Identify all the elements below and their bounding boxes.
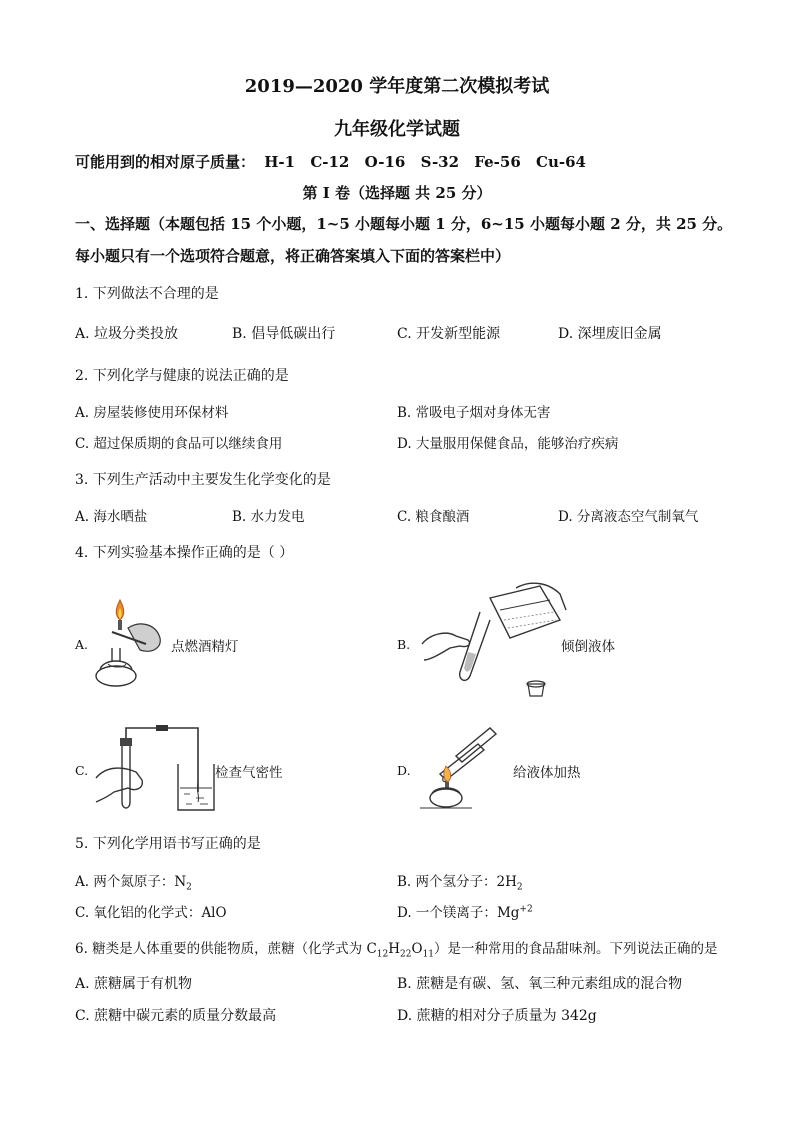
mass-h: H-1 bbox=[264, 153, 296, 171]
heating-liquid-illustration bbox=[416, 726, 502, 812]
mass-c: C-12 bbox=[310, 153, 350, 171]
question-6-option-a: A. 蔗糖属于有机物 bbox=[75, 976, 193, 992]
question-3-stem: 3. 下列生产活动中主要发生化学变化的是 bbox=[75, 472, 331, 488]
question-5-option-d: D. 一个镁离子：$Mg^{+2}$ bbox=[397, 904, 533, 921]
mass-s: S-32 bbox=[420, 153, 460, 171]
exam-subtitle: 九年级化学试题 bbox=[334, 119, 460, 140]
pouring-liquid-illustration bbox=[420, 580, 570, 700]
question-2-stem: 2. 下列化学与健康的说法正确的是 bbox=[75, 368, 289, 384]
question-1-option-b: B. 倡导低碳出行 bbox=[232, 326, 336, 342]
mass-fe: Fe-56 bbox=[474, 153, 521, 171]
question-1-option-d: D. 深埋废旧金属 bbox=[558, 326, 662, 342]
question-3-option-c: C. 粮食酿酒 bbox=[397, 509, 470, 525]
question-2-option-c: C. 超过保质期的食品可以继续食用 bbox=[75, 436, 283, 452]
question-4-option-a-caption: 点燃酒精灯 bbox=[171, 639, 239, 655]
question-2-option-a: A. 房屋装修使用环保材料 bbox=[75, 405, 229, 421]
question-4-stem: 4. 下列实验基本操作正确的是（ ） bbox=[75, 545, 294, 561]
question-4-option-d-letter: D. bbox=[397, 763, 411, 778]
atomic-masses-label: 可能用到的相对原子质量： bbox=[75, 153, 256, 171]
question-6-option-c: C. 蔗糖中碳元素的质量分数最高 bbox=[75, 1008, 277, 1024]
question-3-option-d: D. 分离液态空气制氧气 bbox=[558, 509, 699, 525]
question-1-option-a: A. 垃圾分类投放 bbox=[75, 326, 179, 342]
question-4-option-c-letter: C. bbox=[75, 763, 89, 778]
exam-title: 2019—2020 学年度第二次模拟考试 bbox=[244, 76, 550, 97]
question-5-option-b: B. 两个氢分子：$2H_2$ bbox=[397, 874, 523, 893]
question-4-option-b-letter: B. bbox=[397, 637, 411, 652]
question-6-option-b: B. 蔗糖是有碳、氢、氧三种元素组成的混合物 bbox=[397, 976, 683, 992]
question-2-option-b: B. 常吸电子烟对身体无害 bbox=[397, 405, 551, 421]
question-5-stem: 5. 下列化学用语书写正确的是 bbox=[75, 836, 261, 852]
lighting-alcohol-lamp-illustration bbox=[90, 598, 174, 690]
question-1-stem: 1. 下列做法不合理的是 bbox=[75, 286, 219, 302]
question-2-option-d: D. 大量服用保健食品，能够治疗疾病 bbox=[397, 436, 619, 452]
question-5-option-c: C. 氧化铝的化学式：AlO bbox=[75, 905, 227, 921]
question-1-option-c: C. 开发新型能源 bbox=[397, 326, 501, 342]
question-3-option-b: B. 水力发电 bbox=[232, 509, 305, 525]
question-6-option-d: D. 蔗糖的相对分子质量为 342g bbox=[397, 1008, 597, 1024]
mass-o: O-16 bbox=[364, 153, 406, 171]
question-4-option-c-caption: 检查气密性 bbox=[215, 765, 283, 781]
question-4-option-b-caption: 倾倒液体 bbox=[561, 639, 615, 655]
instructions-line-2: 每小题只有一个选项符合题意，将正确答案填入下面的答案栏中） bbox=[75, 247, 511, 265]
section-title: 第 I 卷（选择题 共 25 分） bbox=[302, 184, 492, 202]
question-6-stem: 6. 糖类是人体重要的供能物质，蔗糖（化学式为 $C_{12}H_{22}O_{11}$）是一种常用的食品甜味剂。下列说法正确的是 bbox=[75, 941, 718, 960]
question-3-option-a: A. 海水晒盐 bbox=[75, 509, 148, 525]
mass-cu: Cu-64 bbox=[536, 153, 586, 171]
question-5-option-a: A. 两个氮原子：$N_2$ bbox=[75, 874, 192, 893]
question-4-option-d-caption: 给液体加热 bbox=[513, 765, 581, 781]
question-4-option-a-letter: A. bbox=[75, 637, 89, 652]
atomic-masses bbox=[75, 151, 586, 172]
airtightness-check-illustration bbox=[92, 722, 220, 814]
instructions-line-1: 一、选择题（本题包括 15 个小题，1~5 小题每小题 1 分，6~15 小题每小题 2 分，共 25 分。 bbox=[75, 215, 733, 233]
